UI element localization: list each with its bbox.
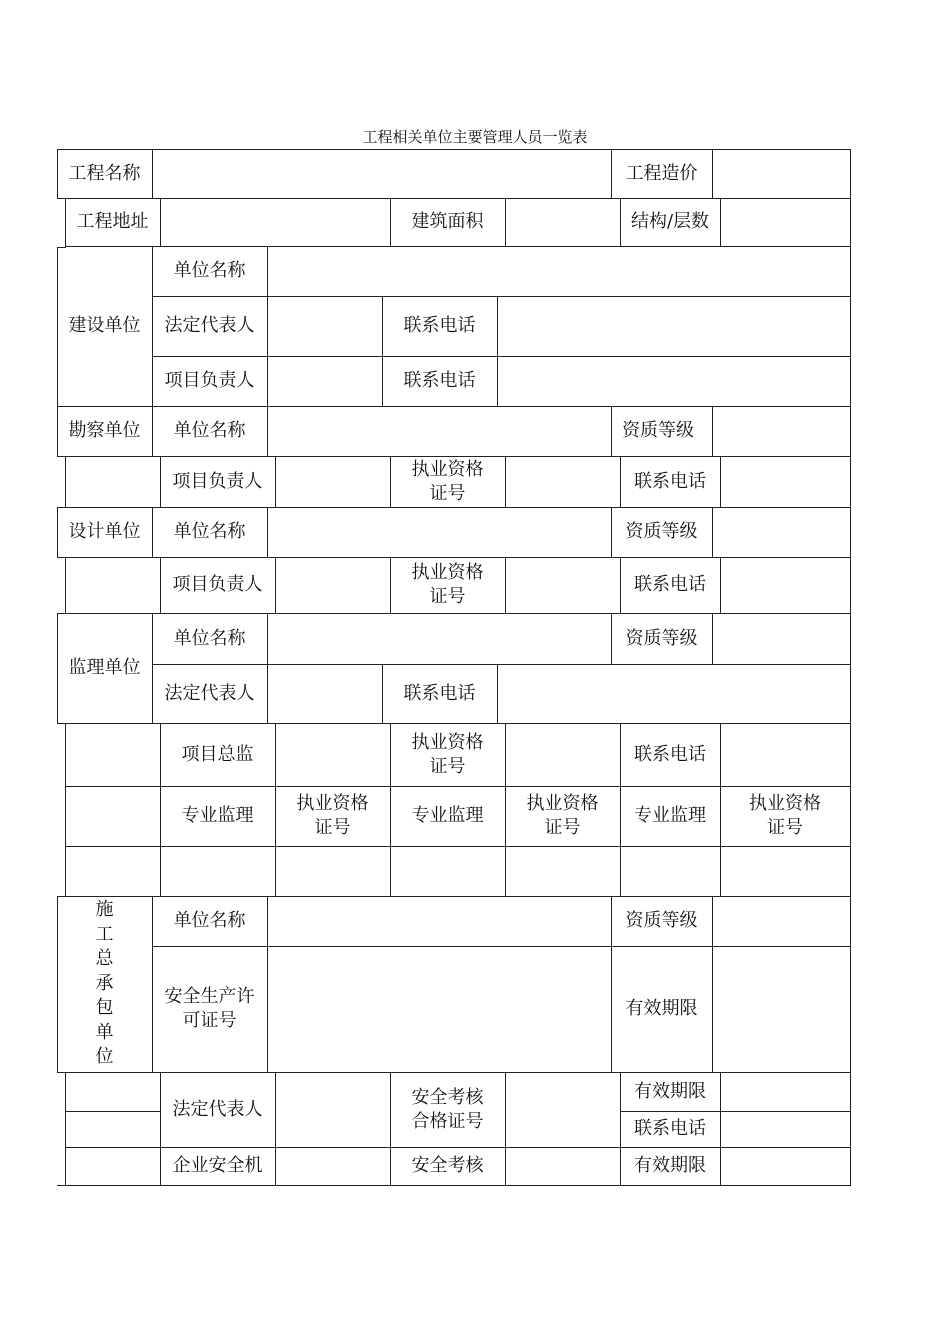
grid-line (65, 456, 66, 508)
grid-line (497, 664, 498, 724)
grid-line (505, 557, 506, 614)
grid-line (497, 296, 498, 407)
label-practice-cert: 执业资格 证号 (296, 793, 369, 838)
label-unit-name: 单位名称 (173, 521, 246, 542)
grid-line (65, 723, 66, 897)
label-supervision-unit: 监理单位 (68, 657, 141, 678)
label-general-contractor: 施 工 总 承 包 单 位 (95, 898, 114, 1068)
label-structure-floors: 结构/层数 (630, 211, 710, 232)
page-title: 工程相关单位主要管理人员一览表 (362, 128, 588, 146)
label-qualification-grade: 资质等级 (625, 627, 698, 649)
grid-line (275, 1072, 276, 1186)
label-qualification-grade: 资质等级 (625, 521, 698, 542)
label-practice-cert: 执业资格 证号 (411, 458, 484, 504)
label-unit-name: 单位名称 (173, 910, 246, 931)
label-legal-rep: 法定代表人 (172, 1098, 263, 1120)
grid-line (65, 846, 851, 847)
label-building-area: 建筑面积 (411, 211, 484, 232)
label-contact-phone: 联系电话 (634, 743, 706, 765)
grid-line (267, 406, 268, 457)
grid-line (275, 557, 276, 614)
grid-line (275, 456, 276, 508)
grid-line (505, 198, 506, 247)
label-contact-phone: 联系电话 (403, 682, 476, 704)
label-practice-cert: 执业资格 证号 (526, 793, 599, 838)
grid-line (720, 1072, 721, 1186)
label-project-cost: 工程造价 (625, 162, 698, 184)
label-contact-phone: 联系电话 (403, 370, 476, 391)
label-qualification-grade: 资质等级 (625, 910, 698, 931)
label-project-leader: 项目负责人 (164, 370, 255, 391)
grid-line (505, 1072, 506, 1186)
label-project-name: 工程名称 (68, 162, 141, 184)
label-contact-phone: 联系电话 (634, 574, 706, 595)
label-project-leader: 项目负责人 (172, 574, 263, 595)
label-professional-supervisor: 专业监理 (181, 805, 254, 826)
label-enterprise-safety: 企业安全机 (172, 1155, 263, 1176)
label-safety-assessment-cert: 安全考核 合格证号 (411, 1086, 484, 1132)
grid-line (712, 613, 713, 665)
label-unit-name: 单位名称 (173, 627, 246, 649)
grid-line (65, 1072, 66, 1186)
grid-line (850, 149, 851, 1186)
grid-line (712, 507, 713, 558)
grid-line (152, 149, 153, 199)
grid-line (57, 1185, 851, 1186)
grid-line (65, 557, 66, 614)
label-legal-rep: 法定代表人 (164, 315, 255, 336)
label-validity-period: 有效期限 (634, 1155, 706, 1176)
label-professional-supervisor: 专业监理 (634, 805, 706, 826)
grid-line (720, 557, 721, 614)
label-safety-assessment: 安全考核 (411, 1155, 484, 1176)
grid-line (712, 149, 713, 199)
grid-line (712, 896, 713, 1073)
label-safety-license: 安全生产许 可证号 (164, 986, 255, 1031)
grid-line (712, 406, 713, 457)
label-validity-period: 有效期限 (625, 998, 698, 1019)
label-practice-cert: 执业资格 证号 (749, 793, 821, 838)
grid-line (720, 456, 721, 508)
label-practice-cert: 执业资格 证号 (411, 562, 484, 607)
label-validity-period: 有效期限 (634, 1080, 706, 1102)
label-chief-supervisor: 项目总监 (181, 743, 254, 765)
grid-line (267, 896, 268, 1073)
grid-line (160, 198, 161, 247)
label-contact-phone: 联系电话 (634, 1118, 706, 1139)
label-contact-phone: 联系电话 (634, 470, 706, 492)
grid-line (267, 613, 268, 724)
label-unit-name: 单位名称 (173, 260, 246, 281)
grid-line (505, 456, 506, 508)
grid-line (57, 149, 851, 150)
label-practice-cert: 执业资格 证号 (411, 731, 484, 777)
label-legal-rep: 法定代表人 (164, 682, 255, 704)
label-survey-unit: 勘察单位 (68, 420, 141, 441)
grid-line (267, 507, 268, 558)
grid-line (720, 198, 721, 247)
grid-line (267, 246, 268, 407)
label-unit-name: 单位名称 (173, 420, 246, 441)
label-construction-unit: 建设单位 (68, 315, 141, 336)
label-professional-supervisor: 专业监理 (411, 805, 484, 826)
grid-line (65, 1111, 161, 1112)
label-qualification-grade: 资质等级 (622, 420, 694, 441)
label-contact-phone: 联系电话 (403, 315, 476, 336)
label-project-address: 工程地址 (76, 211, 149, 232)
label-project-leader: 项目负责人 (172, 470, 263, 492)
label-design-unit: 设计单位 (68, 521, 141, 542)
